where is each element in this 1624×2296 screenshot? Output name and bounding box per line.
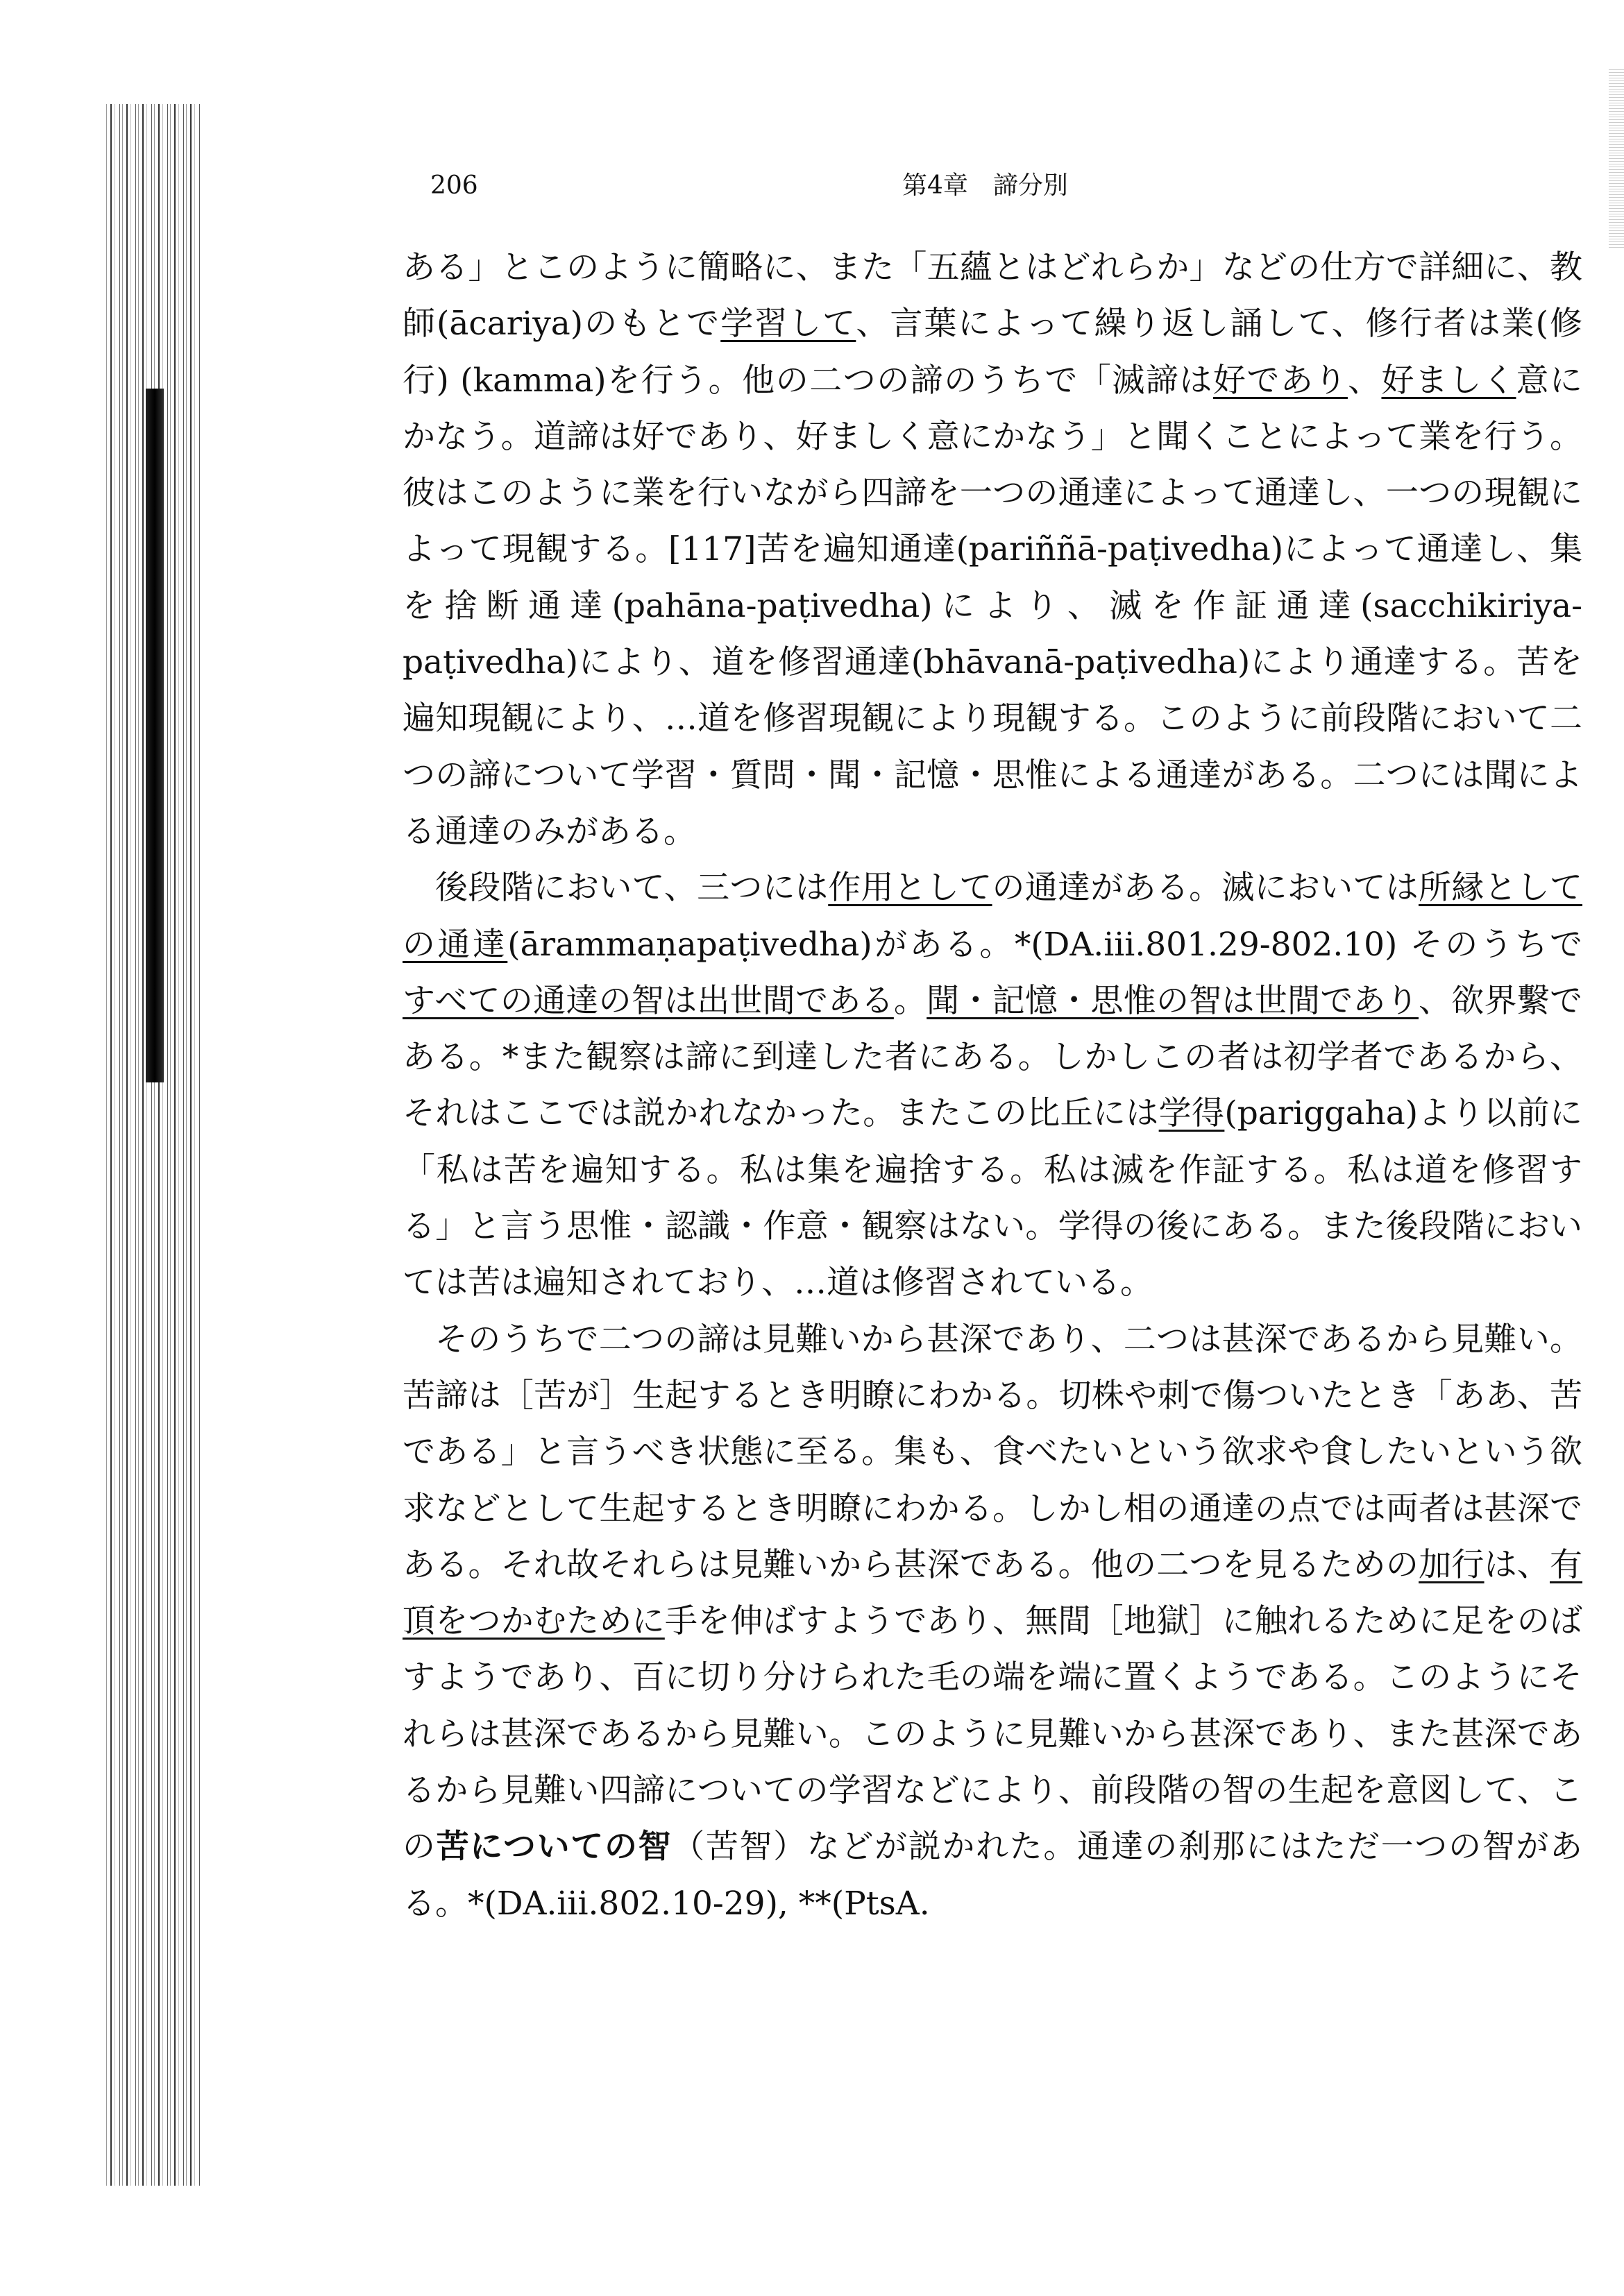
- page-header: [430, 165, 1596, 207]
- underlined-text: 学習して: [720, 305, 856, 343]
- text-run: 、: [1347, 361, 1382, 400]
- book-spine-dark-band: [146, 389, 164, 1082]
- paragraph-2: [403, 860, 1582, 1311]
- page-number: 206: [430, 171, 478, 200]
- underlined-text: 有頂をつかむために: [403, 1545, 1583, 1641]
- text-run: は、: [1484, 1545, 1550, 1584]
- text-run: 後段階において、三つには: [435, 869, 829, 908]
- paragraph-3: [403, 1311, 1582, 1932]
- running-head: 第4章 諦分別: [902, 171, 1068, 200]
- text-run: の通達がある。滅においては: [992, 869, 1419, 908]
- underlined-text: 好であり: [1212, 361, 1348, 400]
- text-run: そのうちで二つの諦は見難いから甚深であり、二つは甚深であるから見難い。苦諦は［苦が］生起するとき明瞭にわかる。切株や刺で傷ついたとき「ああ、苦である」と言うべき状態に至る。集も、食べたいという欲求や食したいという欲求などとして生起するとき明瞭にわかる。しかし相の通達の点では両者は甚深である。それ故それらは見難いから甚深である。他の二つを見るための: [403, 1320, 1582, 1584]
- paragraph-1: [403, 239, 1582, 860]
- text-run: 、言葉によって繰り返し誦して、修行者は業(修行) (kamma)を行う。他の二つの諦のうちで「滅諦は: [403, 305, 1582, 400]
- text-run: (pariggaha)より以前に「私は苦を遍知する。私は集を遍捨する。私は滅を作証する。私は道を修習する」と言う思惟・認識・作意・観察はない。学得の後にある。また後段階においては苦は遍知されており、…道は修習されている。: [403, 1094, 1583, 1302]
- underlined-text: 加行: [1419, 1545, 1485, 1584]
- underlined-text: 学得: [1158, 1094, 1225, 1133]
- underlined-text: 作用として: [828, 869, 992, 908]
- text-run: ある」とこのように簡略に、また「五蘊とはどれらか」などの仕方で詳細に、教師(ācariya)のもとで: [403, 248, 1582, 343]
- page-edge-scan-artifact: [1609, 69, 1624, 250]
- underlined-text: 好ましく: [1381, 361, 1516, 400]
- text-run: 手を伸ばすようであり、無間［地獄］に触れるために足をのばすようであり、百に切り分けられた毛の端を端に置くようである。このようにそれらは甚深であるから見難い。このように見難いから甚深であり、また甚深であるから見難い四諦についての学習などにより、前段階の智の生起を意図して、この: [403, 1602, 1582, 1866]
- text-run: （苦智）などが説かれた。通達の刹那にはただ一つの智がある。*(DA.iii.802.10-29), **(PtsA.: [403, 1828, 1583, 1923]
- bold-term: 苦についての智: [436, 1828, 673, 1866]
- underlined-text: 聞・記憶・思惟の智は世間であり: [927, 981, 1419, 1020]
- underlined-text: すべての通達の智は出世間である: [403, 981, 894, 1020]
- text-run: 。: [893, 981, 927, 1020]
- text-run: 、欲界繫である。*また観察は諦に到達した者にある。しかしこの者は初学者であるから、それはここでは説かれなかった。またこの比丘には: [403, 981, 1583, 1133]
- text-run: 意にかなう。道諦は好であり、好ましく意にかなう」と聞くことによって業を行う。彼はこのように業を行いながら四諦を一つの通達によって通達し、一つの現観によって現観する。[117]苦を遍知通達(pariññā-paṭivedha)によって通達し、集を捨断通達(pahāna-paṭivedha)により、滅を作証通達(sacchikiriya-paṭivedha)により、道を修習通達(bhāvanā-paṭivedha)により通達する。苦を遍知現観により、…道を修習現観により現観する。このように前段階において二つの諦について学習・質問・聞・記憶・思惟による通達がある。二つには聞による通達のみがある。: [403, 361, 1583, 851]
- underlined-text: 所縁としての通達: [403, 869, 1583, 964]
- body-text: [403, 239, 1582, 1932]
- text-run: (ārammaṇapaṭivedha)がある。*(DA.iii.801.29-802.10) そのうちで: [507, 925, 1583, 964]
